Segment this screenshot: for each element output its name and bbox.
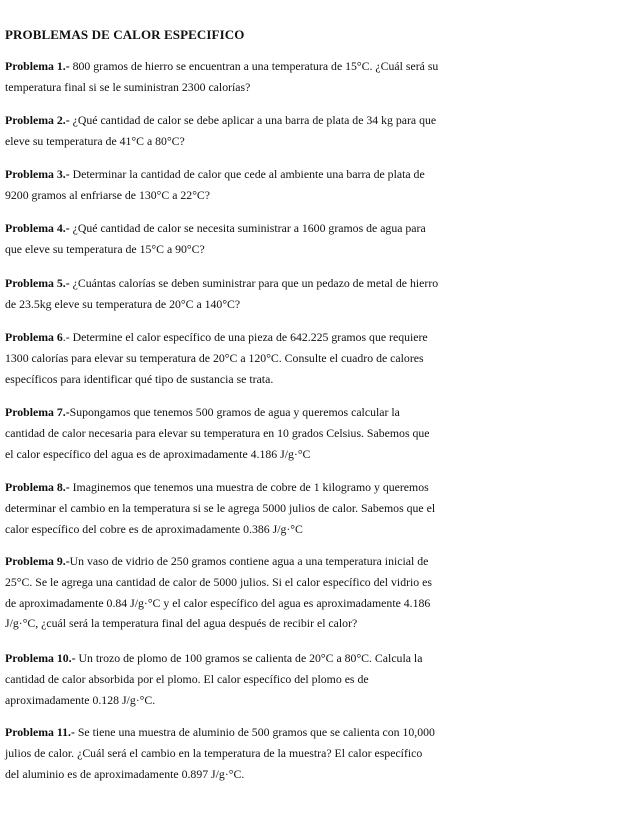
problem-text: 800 gramos de hierro se encuentran a una temperatura de 15°C. ¿Cuál será su — [69, 59, 439, 73]
problem-line: el calor específico del agua es de aproximadamente 4.186 J/g·°C — [5, 446, 311, 461]
problem-text: ¿Qué cantidad de calor se necesita suministrar a 1600 gramos de agua para — [69, 221, 426, 235]
problem-text: Determinar la cantidad de calor que cede al ambiente una barra de plata de — [69, 167, 425, 181]
problem-label: Problema 11.- — [5, 725, 75, 739]
problem-6 — [5, 327, 618, 389]
problem-line — [5, 327, 618, 348]
problem-text: Un vaso de vidrio de 250 gramos contiene agua a una temperatura inicial de — [69, 554, 429, 568]
problem-line: eleve su temperatura de 41°C a 80°C? — [5, 133, 185, 148]
problem-line: temperatura final si se le suministran 2300 calorías? — [5, 79, 251, 94]
problem-line: de 23.5kg eleve su temperatura de 20°C a 140°C? — [5, 296, 241, 311]
problem-line: de aproximadamente 0.84 J/g·°C y el calor específico del agua es aproximadamente 4.186 — [5, 595, 431, 610]
problem-line — [5, 273, 618, 294]
problem-1 — [5, 56, 618, 98]
problem-line: del aluminio es de aproximadamente 0.897 J/g·°C. — [5, 766, 245, 781]
problem-9 — [5, 551, 618, 634]
problem-7 — [5, 402, 618, 464]
problem-10 — [5, 648, 618, 710]
problem-line — [5, 56, 618, 77]
problem-11 — [5, 722, 618, 784]
problem-label: Problema 10.- — [5, 651, 76, 665]
problem-label: Problema 7.- — [5, 405, 70, 419]
problem-label: Problema 3.- — [5, 167, 70, 181]
problem-text: .- Determine el calor específico de una pieza de 642.225 gramos que requiere — [62, 330, 428, 344]
problem-line — [5, 164, 618, 185]
problem-line — [5, 218, 618, 239]
problem-line: específicos para identificar qué tipo de sustancia se trata. — [5, 371, 274, 386]
problem-line — [5, 648, 618, 669]
problem-line: julios de calor. ¿Cuál será el cambio en la temperatura de la muestra? El calor específico — [5, 745, 423, 760]
problem-label: Problema 1.- — [5, 59, 70, 73]
problem-text: ¿Qué cantidad de calor se debe aplicar a una barra de plata de 34 kg para que — [69, 113, 437, 127]
problem-line: aproximadamente 0.128 J/g·°C. — [5, 692, 156, 707]
problem-label: Problema 6 — [5, 330, 63, 344]
problem-text: ¿Cuántas calorías se deben suministrar para que un pedazo de metal de hierro — [69, 276, 439, 290]
problem-line: que eleve su temperatura de 15°C a 90°C? — [5, 241, 205, 256]
problem-line — [5, 477, 618, 498]
problem-label: Problema 5.- — [5, 276, 70, 290]
document-title: PROBLEMAS DE CALOR ESPECIFICO — [5, 27, 245, 42]
problem-text: Imaginemos que tenemos una muestra de cobre de 1 kilogramo y queremos — [69, 480, 429, 494]
problem-line: J/g·°C, ¿cuál será la temperatura final del agua después de recibir el calor? — [5, 616, 358, 631]
problem-line — [5, 722, 618, 743]
problem-line — [5, 110, 618, 131]
problem-line: cantidad de calor absorbida por el plomo. El calor específico del plomo es de — [5, 671, 369, 686]
problem-line — [5, 551, 618, 572]
problem-4 — [5, 218, 618, 260]
problem-line: 25°C. Se le agrega una cantidad de calor de 5000 julios. Si el calor específico del vidrio es — [5, 574, 432, 589]
problem-line: 9200 gramos al enfriarse de 130°C a 22°C? — [5, 187, 211, 202]
problem-2 — [5, 110, 618, 152]
problem-text: Un trozo de plomo de 100 gramos se calienta de 20°C a 80°C. Calcula la — [75, 651, 423, 665]
problem-line: calor específico del cobre es de aproximadamente 0.386 J/g·°C — [5, 521, 303, 536]
problem-label: Problema 9.- — [5, 554, 70, 568]
problem-line: 1300 calorías para elevar su temperatura de 20°C a 120°C. Consulte el cuadro de calores — [5, 350, 424, 365]
problem-line — [5, 402, 618, 423]
problem-text: Se tiene una muestra de aluminio de 500 gramos que se calienta con 10,000 — [74, 725, 435, 739]
problem-text: Supongamos que tenemos 500 gramos de agua y queremos calcular la — [69, 405, 400, 419]
problem-label: Problema 2.- — [5, 113, 70, 127]
problem-label: Problema 4.- — [5, 221, 70, 235]
problem-line: determinar el cambio en la temperatura si se le agrega 5000 julios de calor. Sabemos que el — [5, 500, 436, 515]
problem-label: Problema 8.- — [5, 480, 70, 494]
problem-5 — [5, 273, 618, 315]
problem-3 — [5, 164, 618, 206]
problem-8 — [5, 477, 618, 539]
problem-line: cantidad de calor necesaria para elevar su temperatura en 10 grados Celsius. Sabemos que — [5, 425, 430, 440]
